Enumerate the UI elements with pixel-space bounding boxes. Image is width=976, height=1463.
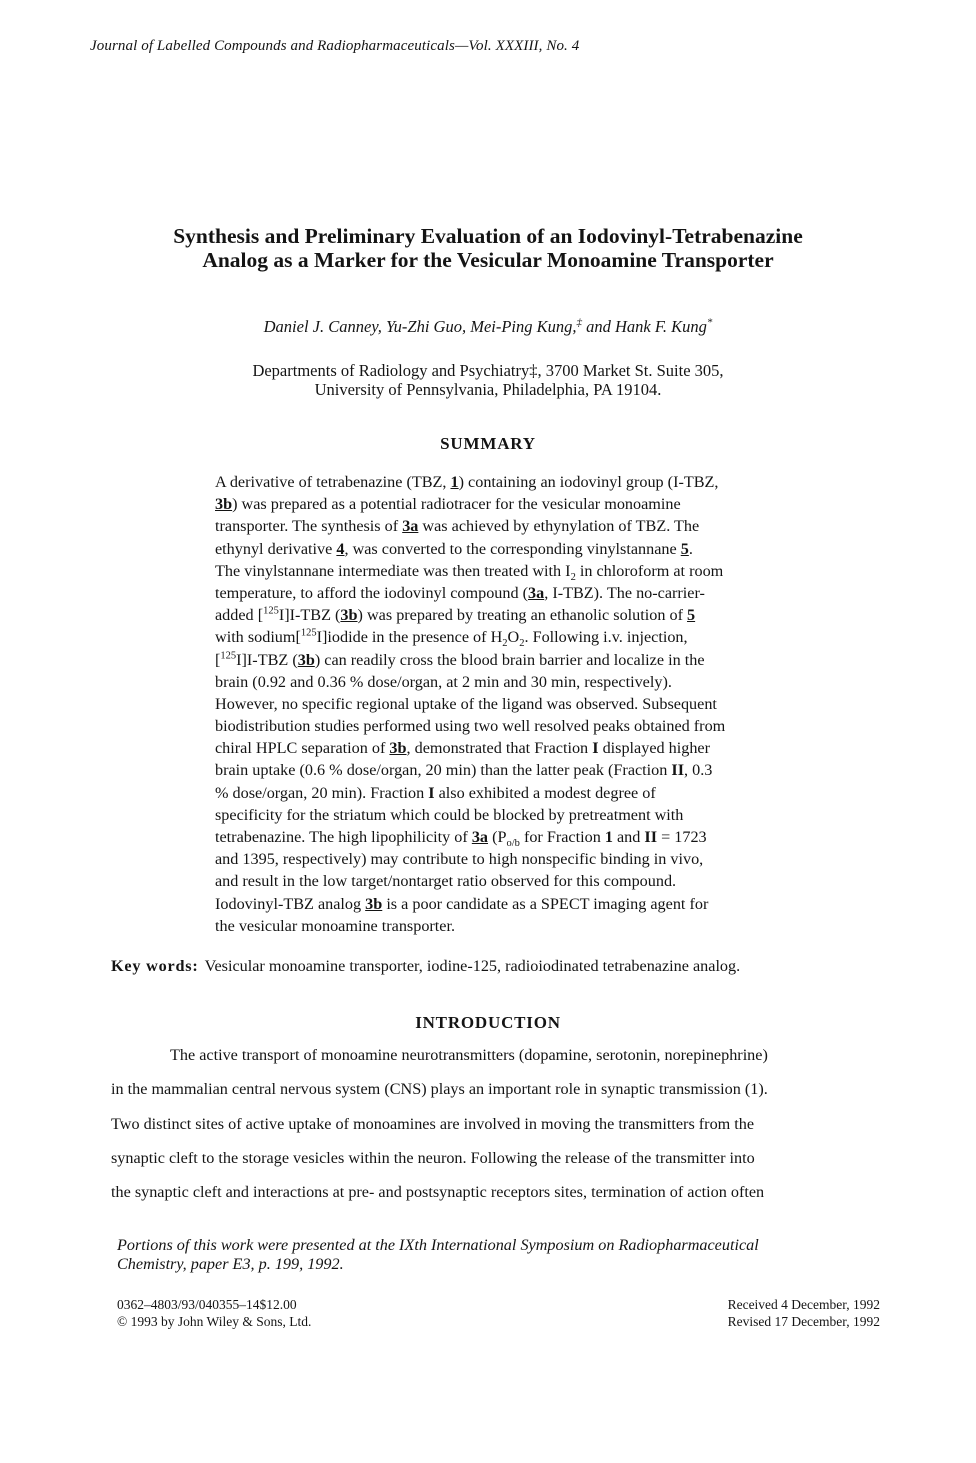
compound-ref: 3a <box>402 517 419 536</box>
author-last: and Hank F. Kung <box>582 317 707 336</box>
compound-ref: 5 <box>687 606 696 625</box>
text-run: ) was prepared as a potential radiotracer for the vesicular monoamine <box>232 495 681 514</box>
text-run: brain uptake (0.6 % dose/organ, 20 min) than the latter peak (Fraction <box>215 761 672 780</box>
summary-line: and 1395, respectively) may contribute to high nonspecific binding in vivo, <box>215 850 704 869</box>
footer-publication-info <box>117 1296 311 1330</box>
compound-ref: 3b <box>389 739 407 758</box>
summary-line <box>215 826 815 848</box>
subscript: 2 <box>570 571 576 583</box>
text-run: ) containing an iodovinyl group (I-TBZ, <box>458 473 719 491</box>
summary-line <box>215 493 815 515</box>
text-run: . Following i.v. injection, <box>524 628 688 647</box>
journal-header: Journal of Labelled Compounds and Radiopharmaceuticals—Vol. XXXIII, No. 4 <box>90 38 580 54</box>
compound-ref: 3a <box>528 583 545 602</box>
text-run: [ <box>215 650 221 669</box>
text-run: chiral HPLC separation of <box>215 739 390 758</box>
text-run: was achieved by ethynylation of TBZ. The <box>418 517 700 536</box>
introduction-heading: INTRODUCTION <box>415 1013 561 1032</box>
introduction-body <box>111 1046 901 1217</box>
fraction-label: II <box>644 828 658 846</box>
subscript: o/b <box>506 838 520 850</box>
intro-line: Two distinct sites of active uptake of monoamines are involved in moving the transmitters from the <box>111 1114 755 1133</box>
compound-ref: 5 <box>680 539 689 558</box>
text-run: ) was prepared by treating an ethanolic solution of <box>357 606 688 625</box>
text-run: I]iodide in the presence of H <box>316 628 503 647</box>
summary-line <box>215 893 815 915</box>
text-run: in chloroform at room <box>575 561 724 580</box>
note-line-1: Portions of this work were presented at the IXth International Symposium on Radiopharmaceutical <box>117 1236 759 1254</box>
keywords <box>111 957 740 976</box>
keywords-text: Vesicular monoamine transporter, iodine-125, radioiodinated tetrabenazine analog. <box>204 957 741 975</box>
affiliation-line-2: University of Pennsylvania, Philadelphia, PA 19104. <box>314 380 662 399</box>
text-run: , was converted to the corresponding vinylstannane <box>344 539 681 558</box>
received-date: Received 4 December, 1992 <box>727 1297 880 1312</box>
compound-ref: 1 <box>450 473 459 491</box>
summary-line <box>215 782 815 804</box>
affiliation-mark: ‡ <box>576 316 583 329</box>
subscript: 2 <box>519 638 525 650</box>
summary-body <box>215 471 815 937</box>
presentation-note <box>117 1236 897 1274</box>
superscript: 125 <box>263 605 279 617</box>
subscript: 2 <box>502 638 508 650</box>
summary-line <box>215 582 815 604</box>
text-run: Iodovinyl-TBZ analog <box>215 894 366 913</box>
text-run: = 1723 <box>657 828 707 846</box>
fraction-label: II <box>671 761 685 780</box>
affiliation <box>60 361 916 399</box>
text-run: also exhibited a modest degree of <box>434 783 656 802</box>
text-run: A derivative of tetrabenazine (TBZ, <box>215 473 451 491</box>
copyright: © 1993 by John Wiley & Sons, Ltd. <box>117 1314 312 1329</box>
summary-line <box>215 515 815 537</box>
text-run: The vinylstannane intermediate was then treated with I <box>215 561 571 580</box>
text-run: . <box>688 539 693 558</box>
superscript: 125 <box>220 650 237 662</box>
author-names: Daniel J. Canney, Yu-Zhi Guo, Mei-Ping Kung, <box>263 317 577 336</box>
text-run: temperature, to afford the iodovinyl compound ( <box>215 583 529 602</box>
revised-date: Revised 17 December, 1992 <box>727 1314 880 1329</box>
compound-ref: 3a <box>471 828 489 846</box>
text-run: displayed higher <box>598 739 711 758</box>
text-run: tetrabenazine. The high lipophilicity of <box>215 828 472 846</box>
summary-line: the vesicular monoamine transporter. <box>215 916 456 935</box>
fraction-label: I <box>592 739 599 758</box>
keywords-label: Key words: <box>111 957 199 975</box>
compound-ref: 3b <box>297 650 315 669</box>
summary-line: However, no specific regional uptake of the ligand was observed. Subsequent <box>215 694 717 713</box>
summary-heading: SUMMARY <box>440 434 536 453</box>
text-run: , I-TBZ). The no-carrier- <box>544 583 705 602</box>
title-line-1: Synthesis and Preliminary Evaluation of an Iodovinyl-Tetrabenazine <box>173 224 803 248</box>
title-line-2: Analog as a Marker for the Vesicular Monoamine Transporter <box>202 248 774 272</box>
footer-dates <box>728 1296 880 1330</box>
text-run: with sodium[ <box>215 628 301 647</box>
text-run: and <box>612 828 645 846</box>
article-code: 0362–4803/93/040355–14$12.00 <box>117 1297 297 1312</box>
fraction-label: 1 <box>604 828 613 846</box>
text-run: added [ <box>215 606 264 625</box>
summary-line: specificity for the striatum which could be blocked by pretreatment with <box>215 805 684 824</box>
text-run: , demonstrated that Fraction <box>406 739 593 758</box>
author-list <box>60 317 916 337</box>
text-run: ethynyl derivative <box>215 539 337 558</box>
article-title <box>60 224 916 272</box>
summary-line <box>215 538 815 560</box>
intro-line: synaptic cleft to the storage vesicles within the neuron. Following the release of the transmitter into <box>111 1148 755 1167</box>
text-run: O <box>507 628 520 647</box>
summary-line <box>215 604 815 626</box>
text-run: , 0.3 <box>684 761 713 780</box>
text-run: is a poor candidate as a SPECT imaging agent for <box>382 894 709 913</box>
corresponding-mark: * <box>706 316 713 329</box>
summary-line <box>215 649 815 671</box>
text-run: (P <box>488 828 507 846</box>
summary-line <box>215 626 815 648</box>
summary-line <box>215 759 815 781</box>
intro-line: in the mammalian central nervous system (CNS) plays an important role in synaptic transmission (1). <box>111 1080 768 1099</box>
superscript: 125 <box>300 627 317 639</box>
summary-line: biodistribution studies performed using two well resolved peaks obtained from <box>215 717 726 736</box>
text-run: transporter. The synthesis of <box>215 517 403 536</box>
summary-line <box>215 471 815 493</box>
text-run: I]I-TBZ ( <box>236 650 298 669</box>
intro-line: The active transport of monoamine neurotransmitters (dopamine, serotonin, norepinephrine) <box>170 1046 768 1064</box>
note-line-2: Chemistry, paper E3, p. 199, 1992. <box>117 1255 344 1273</box>
intro-line: the synaptic cleft and interactions at pre- and postsynaptic receptors sites, termination of action often <box>111 1183 765 1202</box>
summary-line: and result in the low target/nontarget ratio observed for this compound. <box>215 872 677 891</box>
fraction-label: I <box>428 783 435 802</box>
affiliation-line-1: Departments of Radiology and Psychiatry‡, 3700 Market St. Suite 305, <box>252 361 724 380</box>
summary-line: brain (0.92 and 0.36 % dose/organ, at 2 min and 30 min, respectively). <box>215 672 672 691</box>
text-run: for Fraction <box>519 828 605 846</box>
summary-line <box>215 737 815 759</box>
compound-ref: 4 <box>336 539 345 558</box>
compound-ref: 3b <box>365 894 383 913</box>
summary-line <box>215 560 815 582</box>
text-run: I]I-TBZ ( <box>278 606 341 625</box>
compound-ref: 3b <box>215 495 233 514</box>
text-run: % dose/organ, 20 min). Fraction <box>215 783 429 802</box>
compound-ref: 3b <box>340 606 358 625</box>
text-run: ) can readily cross the blood brain barrier and localize in the <box>314 650 705 669</box>
